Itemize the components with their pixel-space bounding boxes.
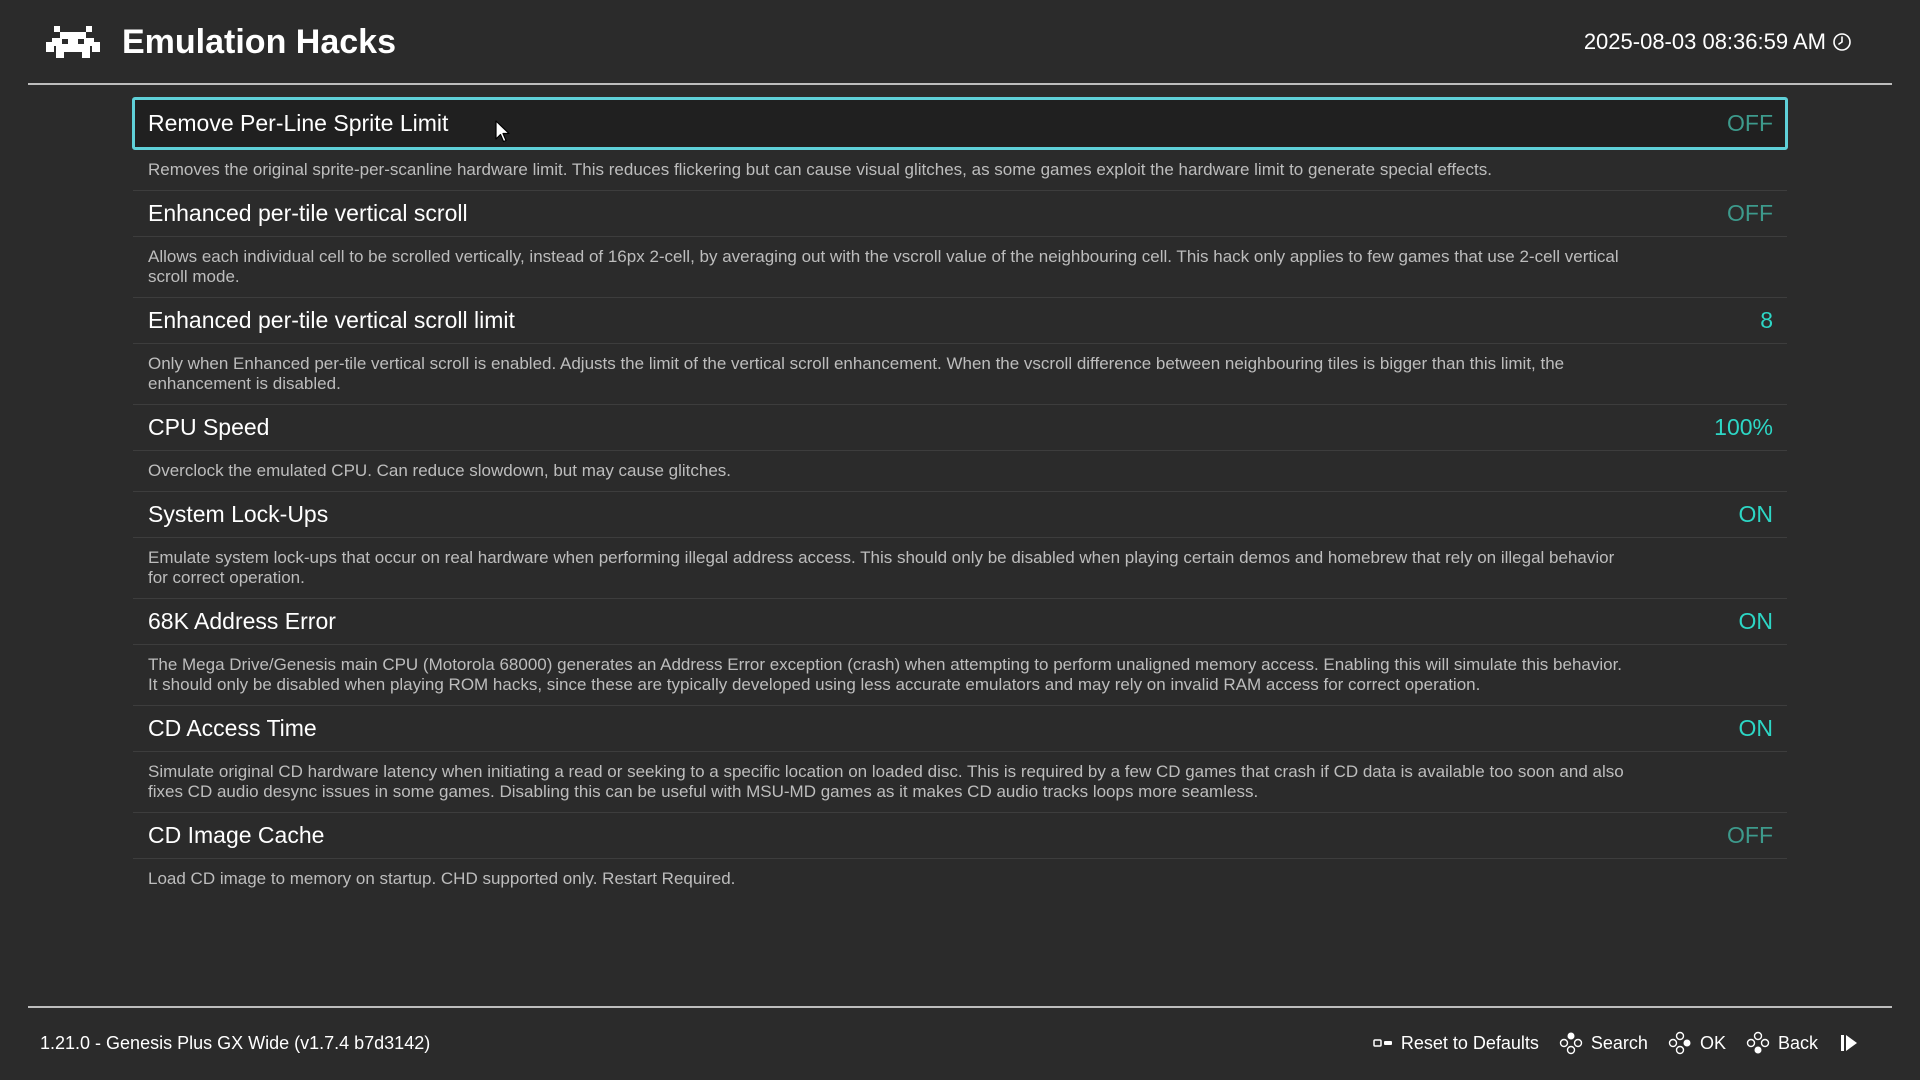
setting-label: Enhanced per-tile vertical scroll <box>148 200 468 226</box>
setting-value[interactable]: 8 <box>1760 307 1773 333</box>
gamepad-face-buttons-icon <box>1746 1031 1770 1055</box>
setting-row[interactable] <box>133 491 1787 538</box>
ok-hint[interactable] <box>1668 1030 1726 1056</box>
setting-row[interactable] <box>133 812 1787 859</box>
search-label: Search <box>1590 1033 1648 1053</box>
setting-system-lockups[interactable] <box>133 491 1787 598</box>
header-divider <box>28 83 1892 85</box>
setting-label: Remove Per-Line Sprite Limit <box>148 110 449 136</box>
select-button-icon <box>1373 1037 1393 1049</box>
setting-description: Only when Enhanced per-tile vertical scroll is enabled. Adjusts the limit of the vertical scroll enhancement. When the vscroll difference between neighbouring tiles is bigger than this limit, the enhancement is disabled. <box>148 354 1565 393</box>
setting-row[interactable] <box>133 404 1787 451</box>
gamepad-face-buttons-icon <box>1559 1031 1583 1055</box>
setting-label: Enhanced per-tile vertical scroll limit <box>148 307 515 333</box>
setting-description: The Mega Drive/Genesis main CPU (Motorola 68000) generates an Address Error exception (crash) when attempting to perform unaligned memory access. Enabling this will simulate this behavior. It should only be disabled when playing ROM hacks, since these are typically developed using less accurate emulators and may rely on invalid RAM access for correct operation. <box>148 655 1623 694</box>
setting-remove-sprite-limit[interactable] <box>133 97 1787 190</box>
settings-list <box>133 100 1787 899</box>
button-hints <box>1365 1030 1860 1056</box>
setting-label: System Lock-Ups <box>148 501 329 527</box>
reset-defaults-hint[interactable] <box>1373 1030 1539 1056</box>
setting-description: Emulate system lock-ups that occur on real hardware when performing illegal address access. This should only be disabled when playing certain demos and homebrew that rely on illegal behavior for correct operation. <box>148 548 1615 587</box>
datetime-text: 2025-08-03 08:36:59 AM <box>1583 29 1826 54</box>
setting-cpu-speed[interactable] <box>133 404 1787 491</box>
setting-label: CD Access Time <box>148 715 317 741</box>
mouse-cursor-icon <box>495 120 511 144</box>
setting-value[interactable]: ON <box>1738 608 1773 634</box>
setting-cd-image-cache[interactable] <box>133 812 1787 899</box>
setting-cd-access-time[interactable] <box>133 705 1787 812</box>
search-hint[interactable] <box>1559 1030 1648 1056</box>
back-hint[interactable] <box>1746 1030 1818 1056</box>
page-title: Emulation Hacks <box>122 23 396 61</box>
header <box>0 0 1920 84</box>
clock-display <box>1584 26 1852 58</box>
setting-value[interactable]: OFF <box>1727 200 1773 226</box>
setting-description: Overclock the emulated CPU. Can reduce slowdown, but may cause glitches. <box>148 461 731 480</box>
setting-label: CD Image Cache <box>148 822 325 848</box>
gamepad-face-buttons-icon <box>1668 1031 1692 1055</box>
setting-label: CPU Speed <box>148 414 270 440</box>
clock-icon <box>1832 32 1852 52</box>
footer-divider <box>28 1006 1892 1008</box>
setting-row[interactable] <box>133 598 1787 645</box>
setting-value[interactable]: 100% <box>1714 414 1773 440</box>
setting-row[interactable] <box>132 97 1788 150</box>
retroarch-invader-icon <box>46 24 100 62</box>
setting-value[interactable]: OFF <box>1727 822 1773 848</box>
resume-hint[interactable] <box>1838 1032 1860 1054</box>
setting-description: Removes the original sprite-per-scanline hardware limit. This reduces flickering but can cause visual glitches, as some games exploit the hardware limit to generate special effects. <box>148 160 1492 179</box>
setting-row[interactable] <box>133 705 1787 752</box>
setting-value[interactable]: OFF <box>1727 110 1773 136</box>
ok-label: OK <box>1699 1033 1726 1053</box>
core-info: 1.21.0 - Genesis Plus GX Wide (v1.7.4 b7d3142) <box>40 1033 431 1053</box>
setting-vertical-scroll-limit[interactable] <box>133 297 1787 404</box>
setting-description: Load CD image to memory on startup. CHD supported only. Restart Required. <box>148 869 736 888</box>
setting-enhanced-vertical-scroll[interactable] <box>133 190 1787 297</box>
reset-defaults-label: Reset to Defaults <box>1400 1033 1539 1053</box>
setting-row[interactable] <box>133 190 1787 237</box>
setting-description: Simulate original CD hardware latency when initiating a read or seeking to a specific location on loaded disc. This is required by a few CD games that crash if CD data is available too soon and also fixes CD audio desync issues in some games. Disabling this can be useful with MSU-MD games as it makes CD audio tracks loops more seamless. <box>148 762 1624 801</box>
setting-value[interactable]: ON <box>1738 715 1773 741</box>
setting-68k-address-error[interactable] <box>133 598 1787 705</box>
setting-label: 68K Address Error <box>148 608 336 634</box>
setting-description: Allows each individual cell to be scrolled vertically, instead of 16px 2-cell, by averaging out with the vscroll value of the neighbouring cell. This hack only applies to few games that use 2-cell vertical scroll mode. <box>148 247 1619 286</box>
back-label: Back <box>1777 1033 1818 1053</box>
setting-value[interactable]: ON <box>1738 501 1773 527</box>
resume-icon <box>1838 1032 1860 1054</box>
setting-row[interactable] <box>133 297 1787 344</box>
